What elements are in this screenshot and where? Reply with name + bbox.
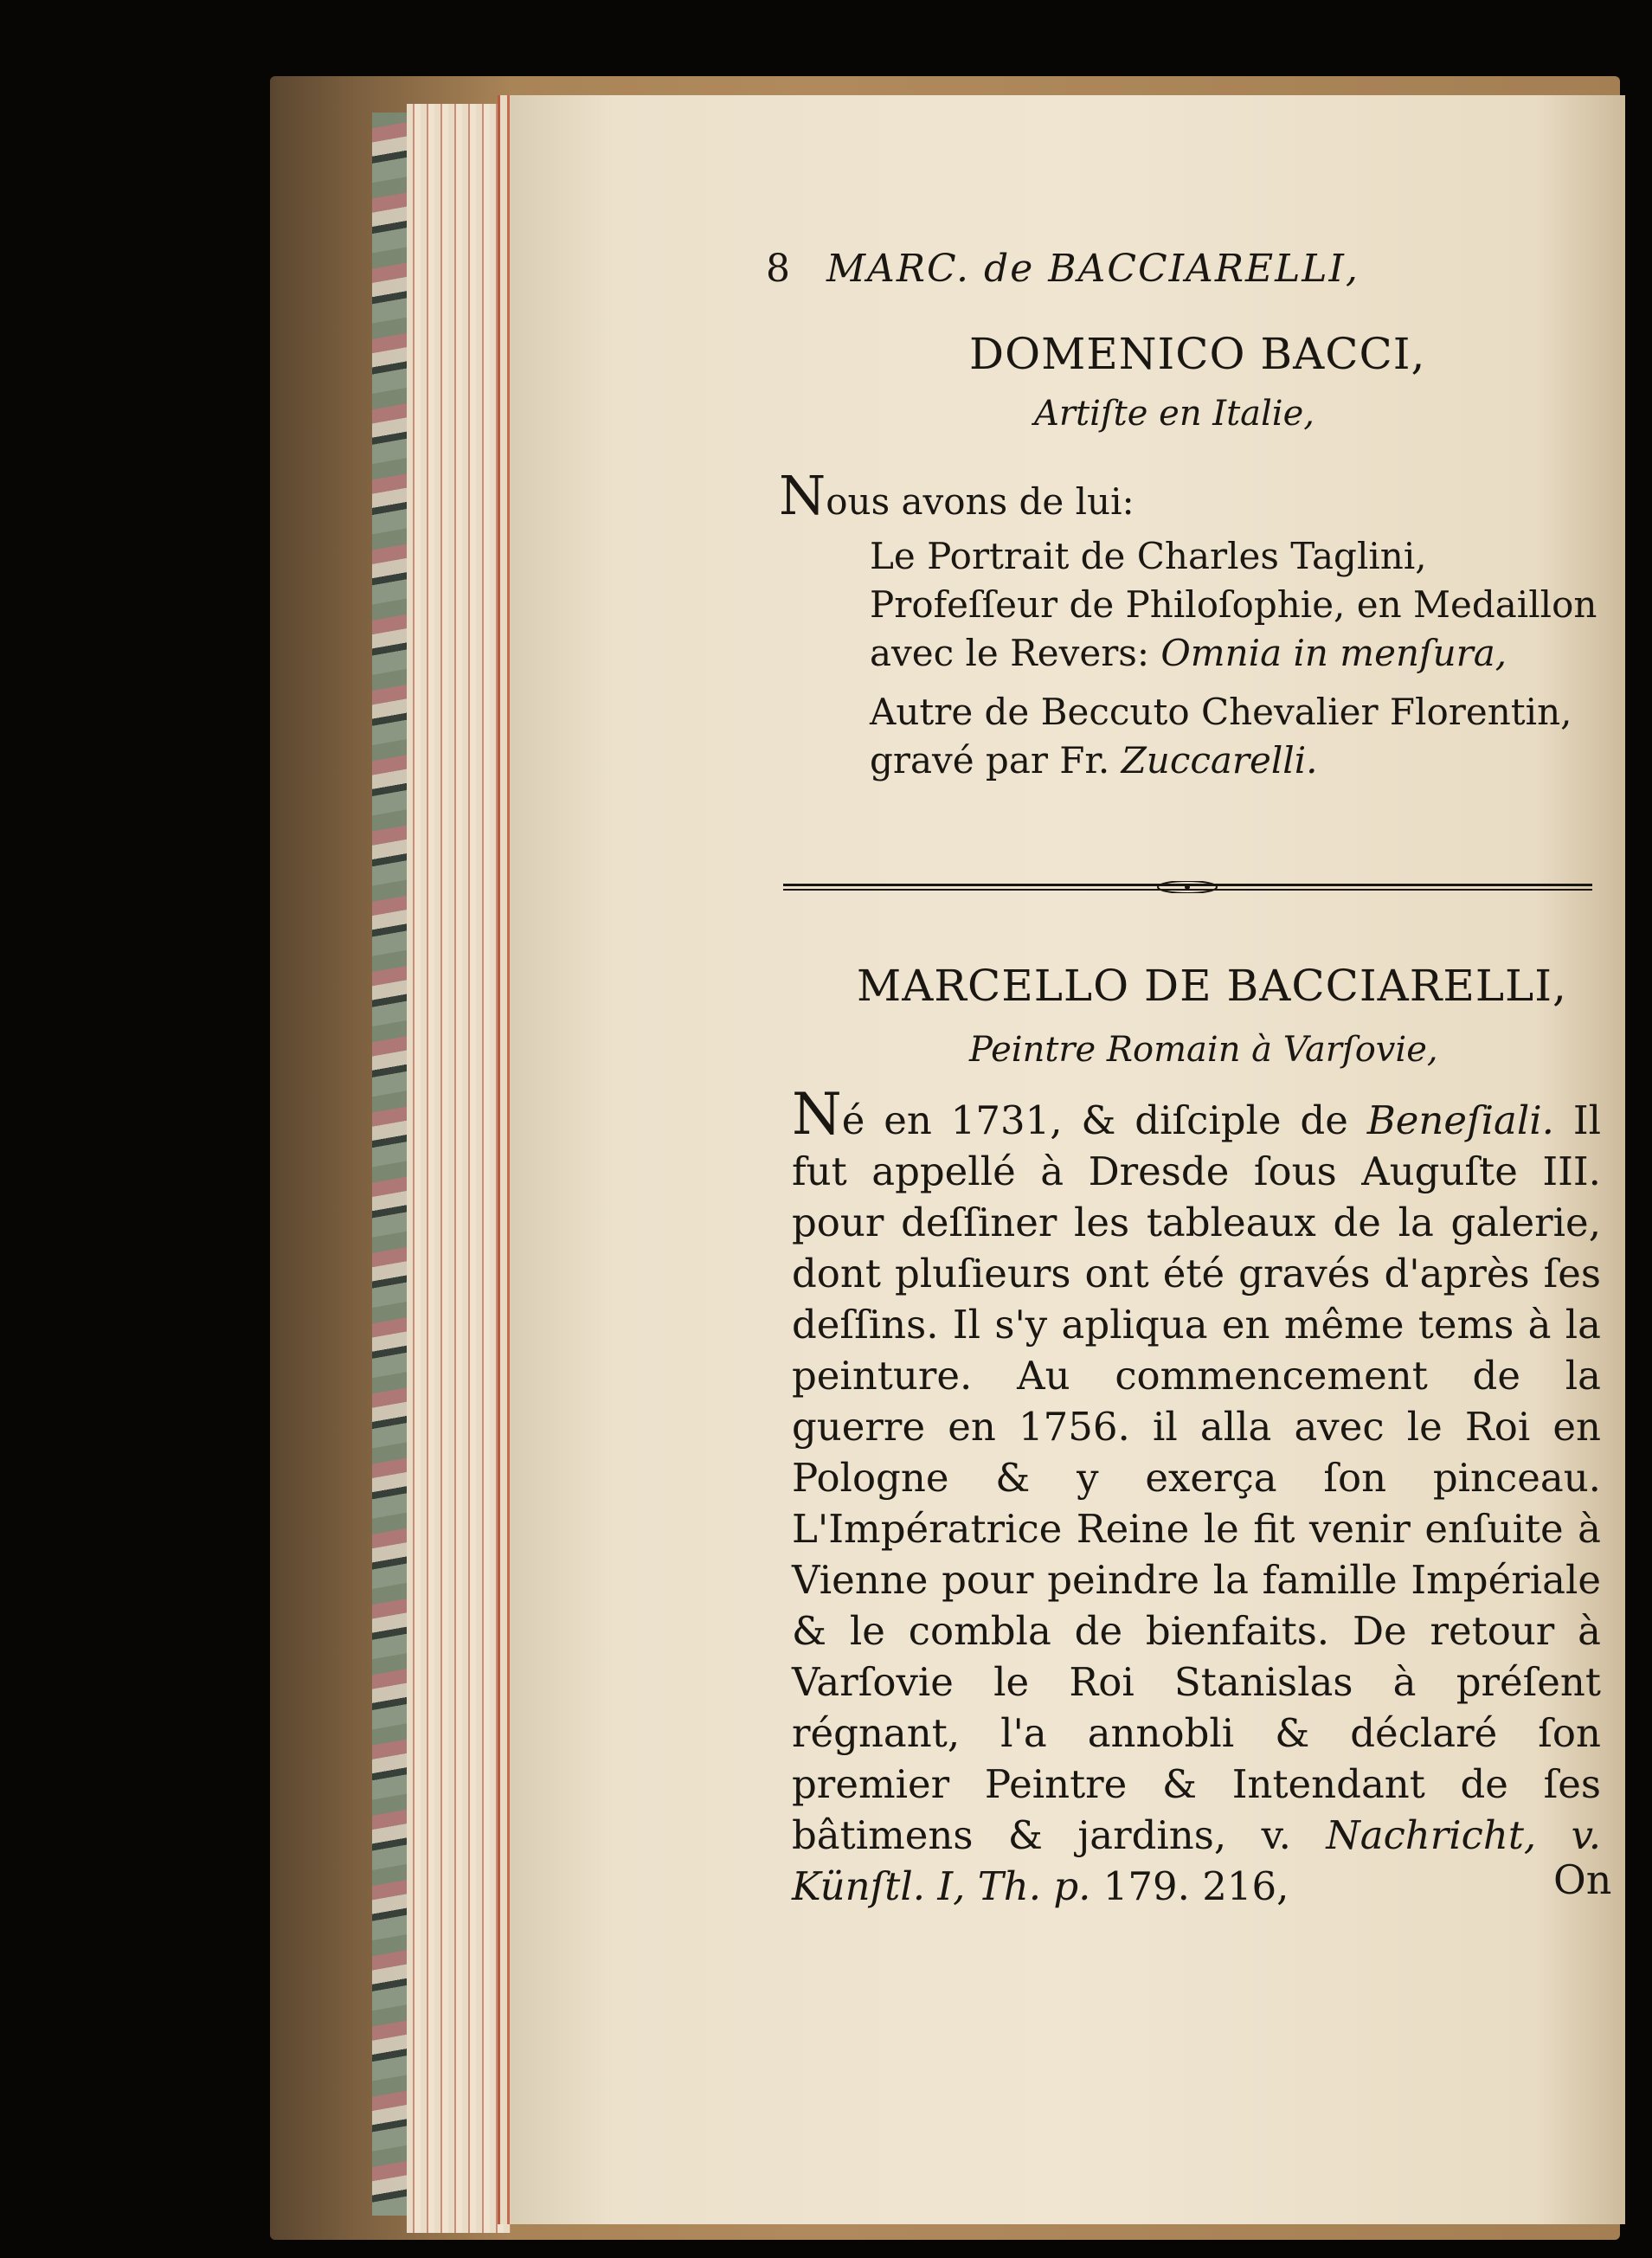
entry1-subtitle: Artiſte en Italie, <box>1034 394 1315 434</box>
page-number: 8 <box>766 247 792 291</box>
entry1-intro <box>779 464 1601 527</box>
entry2-body-a: é en 1731, & diſciple de <box>841 1097 1348 1143</box>
catchword: On <box>1553 1856 1612 1903</box>
ornamental-rule <box>783 881 1592 893</box>
page-edges <box>407 104 511 2233</box>
running-title: MARC. de BACCIARELLI, <box>826 247 1360 291</box>
entry1-item2 <box>779 688 1601 785</box>
entry2-subtitle: Peintre Romain à Varſovie, <box>969 1030 1438 1070</box>
entry1-item1 <box>779 532 1601 678</box>
running-head <box>766 247 1360 291</box>
entry1-item1-italic: Omnia in menſura, <box>1160 632 1507 674</box>
entry1-item2-italic: Zuccarelli. <box>1121 739 1318 782</box>
drop-initial: N <box>779 464 826 527</box>
entry2-heading: MARCELLO DE BACCIARELLI, <box>857 961 1567 1011</box>
entry2-italic-1: Beneſiali. <box>1366 1097 1554 1143</box>
entry2-body-b: Il fut appellé à Dresde ſous Auguſte III. pour deſſiner les tableaux de la galerie, dont pluſieurs ont été gravés d'après ſes deſſins. Il s'y apliqua en même tems à la peinture. Au commencement de la guerre en 1756. il alla avec le Roi en Pologne & y exerça ſon pinceau. L'Impératrice Reine le fit venir enſuite à Vienne pour peindre la famille Impériale & le combla de bienfaits. De retour à Varſovie le Roi Stanislas à préſent régnant, l'a annobli & déclaré ſon premier Peintre & Intendant de ſes bâtimens & jardins, v. <box>792 1097 1601 1858</box>
entry1-item1-text: Le Portrait de Charles Taglini, Profeſſeur de Philoſophie, en Medaillon avec le Revers: <box>870 535 1597 674</box>
entry1-heading: DOMENICO BACCI, <box>969 329 1426 379</box>
entry2-italic-2: Nachricht, v. Künſtl. I, Th. p. <box>792 1812 1601 1909</box>
entry1-item2-text: Autre de Beccuto Chevalier Florentin, gravé par Fr. <box>870 691 1572 782</box>
entry2-body-c: 179. 216, <box>1102 1863 1289 1909</box>
entry2-body <box>792 1081 1601 1912</box>
entry1-intro-text: ous avons de lui: <box>826 480 1135 523</box>
drop-initial-2: N <box>792 1081 842 1148</box>
